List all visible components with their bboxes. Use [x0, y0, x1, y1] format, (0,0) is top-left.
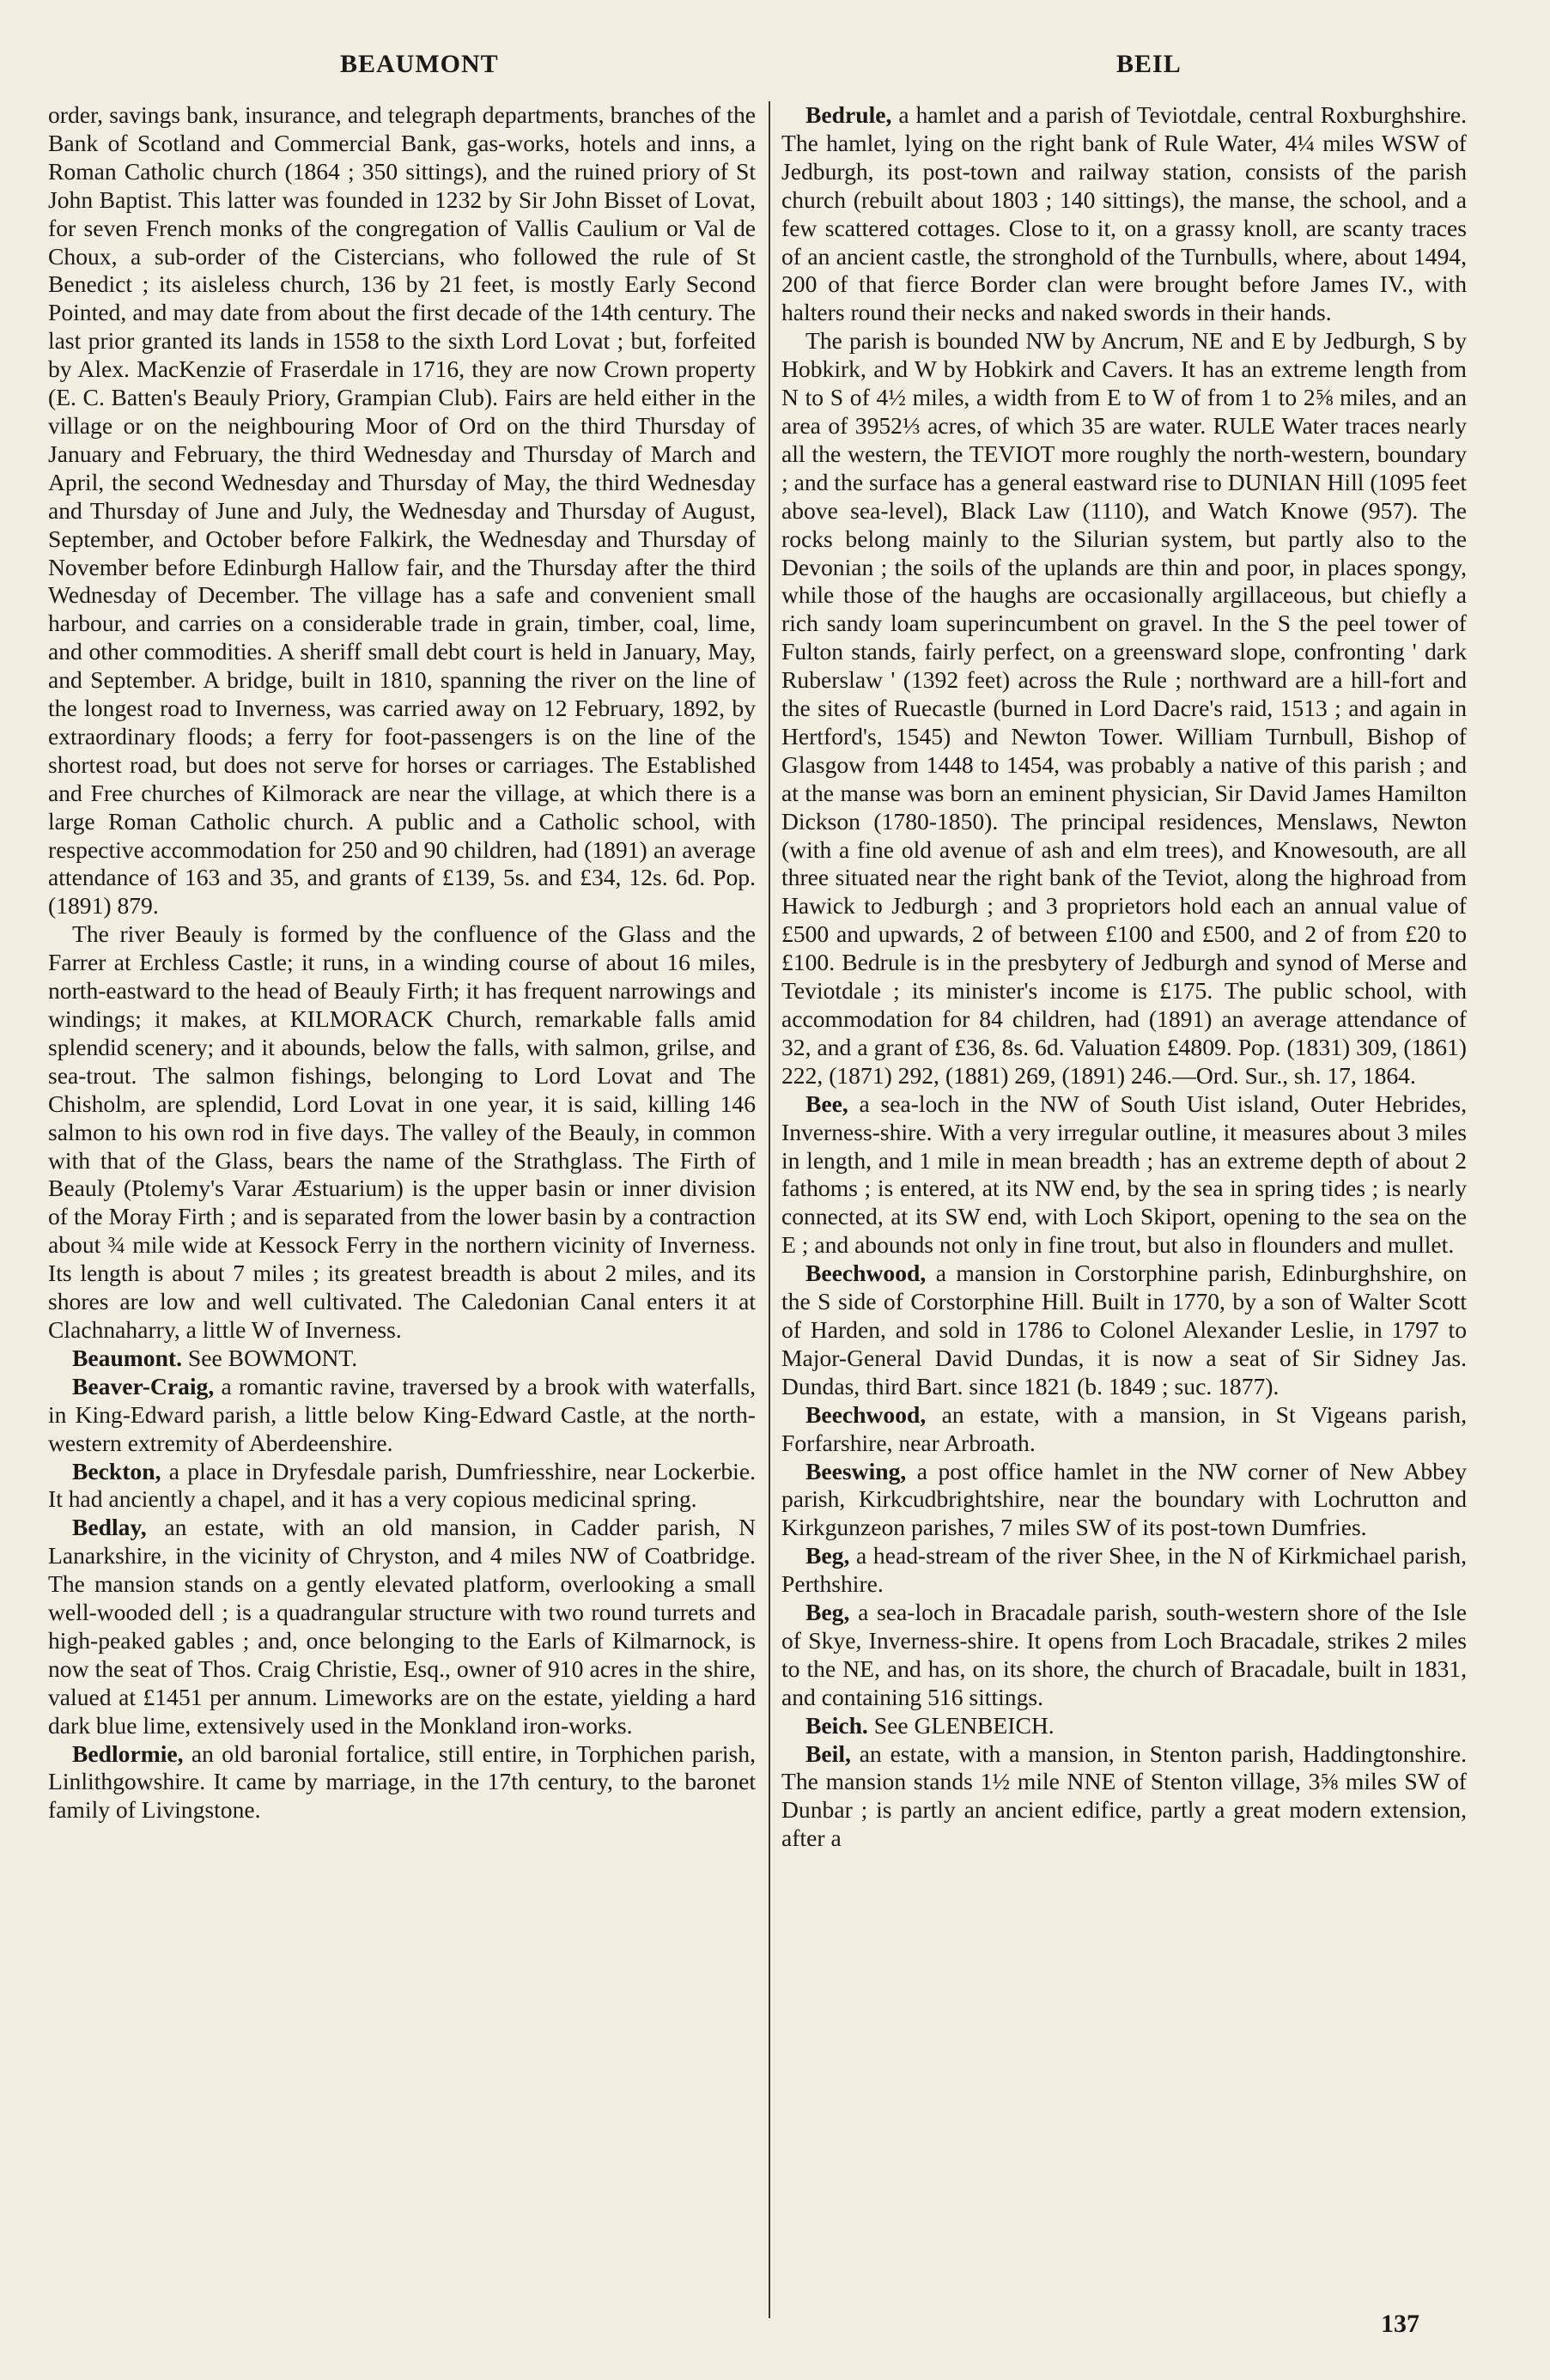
page-number: 137 [1381, 2310, 1419, 2338]
column-divider [769, 101, 770, 2318]
left-column [48, 101, 756, 1824]
entry-text: See GLENBEICH. [873, 1711, 1055, 1739]
entry-text: a place in Dryfesdale parish, Dumfriesshire, near Lockerbie. It had anciently a chapel, and it has a very copious medicinal spring. [48, 1457, 756, 1513]
entry-headword: Bedlormie, [72, 1739, 184, 1767]
entry-text: a hamlet and a parish of Teviotdale, central Roxburghshire. The hamlet, lying on the right bank of Rule Water, 4¼ miles WSW of Jedburgh, its post-town and railway station, consists of the parish church (rebuilt about 1803 ; 140 sittings), the manse, the school, and a few scattered cottages. Close to it, on a grassy knoll, are scanty traces of an ancient castle, the stronghold of the Turnbulls, where, about 1494, 200 of that fierce Border clan were brought before James IV., with halters round their necks and naked swords in their hands. [781, 101, 1467, 326]
entry-text: The river Beauly is formed by the confluence of the Glass and the Farrer at Erchless Castle; it runs, in a winding course of about 16 miles, north-eastward to the head of Beauly Firth; it has frequent narrowings and windings; it makes, at KILMORACK Church, remarkable falls amid splendid scenery; and it abounds, below the falls, with salmon, grilse, and sea-trout. The salmon fishings, belonging to Lord Lovat and The Chisholm, are splendid, Lord Lovat in one year, it is said, killing 146 salmon to his own rod in five days. The valley of the Beauly, in common with that of the Glass, bears the name of the Strathglass. The Firth of Beauly (Ptolemy's Varar Æstuarium) is the upper basin or inner division of the Moray Firth ; and is separated from the lower basin by a contraction about ¾ mile wide at Kessock Ferry in the northern vicinity of Inverness. Its length is about 7 miles ; its greatest breadth is about 2 miles, and its shores are low and well cultivated. The Caledonian Canal enters it at Clachnaharry, a little W of Inverness. [48, 920, 756, 1343]
paragraph [781, 327, 1467, 1090]
gazetteer-entry [781, 1401, 1467, 1458]
entry-headword: Bedlay, [72, 1514, 147, 1541]
running-header-left: BEAUMONT [340, 50, 499, 78]
entry-text: See BOWMONT. [187, 1344, 358, 1371]
right-column [781, 101, 1467, 1853]
gazetteer-entry [781, 1542, 1467, 1599]
gazetteer-entry [781, 1712, 1467, 1740]
gazetteer-entry [48, 1373, 756, 1458]
entry-text: an estate, with a mansion, in Stenton parish, Haddingtonshire. The mansion stands 1½ mile NNE of Stenton village, 3⅝ miles SW of Dunbar ; is partly an ancient edifice, partly a great modern extension, after a [781, 1739, 1467, 1852]
gazetteer-entry [48, 1740, 756, 1825]
gazetteer-entry [48, 1345, 756, 1373]
entry-text: an estate, with a mansion, in St Vigeans parish, Forfarshire, near Arbroath. [781, 1400, 1467, 1456]
entry-headword: Beaumont. [72, 1344, 183, 1371]
entry-text: a post office hamlet in the NW corner of New Abbey parish, Kirkcudbrightshire, near the boundary with Lochrutton and Kirkgunzeon parishes, 7 miles SW of its post-town Dumfries. [781, 1457, 1467, 1541]
entry-headword: Beechwood, [805, 1260, 927, 1287]
entry-headword: Beckton, [72, 1457, 161, 1484]
gazetteer-entry [781, 1260, 1467, 1401]
gazetteer-entry [781, 1090, 1467, 1260]
entry-headword: Bee, [805, 1090, 848, 1117]
paragraph [48, 920, 756, 1345]
gazetteer-entry [48, 1514, 756, 1739]
entry-text: a mansion in Corstorphine parish, Edinburghshire, on the S side of Corstorphine Hill. Built in 1770, by a son of Walter Scott of Harden, and sold in 1786 to Colonel Alexander Leslie, in 1797 to Major-General David Dundas, it is now a seat of Sir Sidney Jas. Dundas, third Bart. since 1821 (b. 1849 ; suc. 1877). [781, 1260, 1468, 1399]
entry-headword: Beg, [805, 1599, 850, 1626]
gazetteer-entry [48, 1458, 756, 1515]
entry-text: a romantic ravine, traversed by a brook with waterfalls, in King-Edward parish, a little below King-Edward Castle, at the north-western extremity of Aberdeenshire. [48, 1372, 756, 1456]
running-header-right: BEIL [1116, 50, 1182, 78]
entry-headword: Bedrule, [805, 101, 892, 128]
gazetteer-entry [781, 1458, 1467, 1543]
entry-headword: Beaver-Craig, [72, 1372, 215, 1399]
paragraph-continued [48, 101, 756, 920]
entry-text: a sea-loch in Bracadale parish, south-western shore of the Isle of Skye, Inverness-shire. It opens from Loch Bracadale, strikes 2 miles to the NE, and has, on its shore, the church of Bracadale, built in 1831, and containing 516 sittings. [781, 1599, 1467, 1710]
entry-text: an old baronial fortalice, still entire, in Torphichen parish, Linlithgowshire. It came by marriage, in the 17th century, to the baronet family of Livingstone. [48, 1739, 756, 1824]
entry-text: a sea-loch in the NW of South Uist island, Outer Hebrides, Inverness-shire. With a very irregular outline, it measures about 3 miles in length, and 1 mile in mean breadth ; has an extreme depth of about 2 fathoms ; is entered, at its NW end, by the sea in spring tides ; is nearly connected, at its SW end, with Loch Skiport, opening to the sea on the E ; and abounds not only in fine trout, but also in flounders and mullet. [781, 1090, 1467, 1259]
entry-headword: Beeswing, [805, 1457, 907, 1484]
entry-headword: Beechwood, [805, 1400, 927, 1428]
entry-text: The parish is bounded NW by Ancrum, NE and E by Jedburgh, S by Hobkirk, and W by Hobkirk and Cavers. It has an extreme length from N to S of 4½ miles, a width from E to W of from 1 to 2⅝ miles, and an area of 3952⅓ acres, of which 35 are water. RULE Water traces nearly all the western, the TEVIOT more roughly the north-western, boundary ; and the surface has a general eastward rise to DUNIAN Hill (1095 feet above sea-level), Black Law (1110), and Watch Knowe (957). The rocks belong mainly to the Silurian system, but partly also to the Devonian ; the soils of the uplands are thin and poor, in places spongy, while those of the haughs are occasionally argillaceous, but chiefly a rich sandy loam superincumbent on gravel. In the S the peel tower of Fulton stands, fairly perfect, on a greensward slope, confronting ' dark Ruberslaw ' (1392 feet) across the Rule ; northward are a hill-fort and the sites of Ruecastle (burned in Lord Dacre's raid, 1513 ; and again in Hertford's, 1545) and Newton Tower. William Turnbull, Bishop of Glasgow from 1448 to 1454, was probably a native of this parish ; and at the manse was born an eminent physician, Sir David James Hamilton Dickson (1780-1850). The principal residences, Menslaws, Newton (with a fine old avenue of ash and elm trees), and Knowesouth, are all three situated near the right bank of the Teviot, along the highroad from Hawick to Jedburgh ; and 3 proprietors hold each an annual value of £500 and upwards, 2 of between £100 and £500, and 2 of from £20 to £100. Bedrule is in the presbytery of Jedburgh and synod of Merse and Teviotdale ; its minister's income is £175. The public school, with accommodation for 84 children, had (1891) an average attendance of 32, and a grant of £36, 8s. 6d. Valuation £4809. Pop. (1831) 309, (1861) 222, (1871) 292, (1881) 269, (1891) 246.—Ord. Sur., sh. 17, 1864. [781, 327, 1467, 1089]
entry-headword: Beg, [805, 1542, 850, 1569]
entry-text: an estate, with an old mansion, in Cadder parish, N Lanarkshire, in the vicinity of Chryston, and 4 miles NW of Coatbridge. The mansion stands on a gently elevated platform, overlooking a small well-wooded dell ; is a quadrangular structure with two round turrets and high-peaked gables ; and, once belonging to the Earls of Kilmarnock, is now the seat of Thos. Craig Christie, Esq., owner of 910 acres in the shire, valued at £1451 per annum. Limeworks are on the estate, yielding a hard dark blue lime, extensively used in the Monkland iron-works. [48, 1514, 756, 1739]
entry-text: order, savings bank, insurance, and telegraph departments, branches of the Bank of Scotland and Commercial Bank, gas-works, hotels and inns, a Roman Catholic church (1864 ; 350 sittings), and the ruined priory of St John Baptist. This latter was founded in 1232 by Sir John Bisset of Lovat, for seven French monks of the congregation of Vallis Caulium or Val de Choux, a sub-order of the Cistercians, who followed the rule of St Benedict ; its aisleless church, 136 by 21 feet, is mostly Early Second Pointed, and may date from about the first decade of the 14th century. The last prior granted its lands in 1558 to the sixth Lord Lovat ; but, forfeited by Alex. MacKenzie of Fraserdale in 1716, they are now Crown property (E. C. Batten's Beauly Priory, Grampian Club). Fairs are held either in the village or on the neighbouring Moor of Ord on the third Thursday of January and February, the third Wednesday and Thursday of March and April, the second Wednesday and Thursday of May, the third Wednesday and Thursday of June and July, the Wednesday and Thursday of August, September, and October before Falkirk, the Wednesday and Thursday of November before Edinburgh Hallow fair, and the Thursday after the third Wednesday of December. The village has a safe and convenient small harbour, and carries on a considerable trade in grain, timber, coal, lime, and other commodities. A sheriff small debt court is held in January, May, and September. A bridge, built in 1810, spanning the river on the line of the longest road to Inverness, was carried away on 12 February, 1892, by extraordinary floods; a ferry for foot-passengers is on the line of the shortest road, but does not serve for horses or carriages. The Established and Free churches of Kilmorack are near the village, at which there is a large Roman Catholic church. A public and a Catholic school, with respective accommodation for 250 and 90 children, had (1891) an average attendance of 163 and 35, and grants of £139, 5s. and £34, 12s. 6d. Pop. (1891) 879. [48, 101, 756, 920]
entry-headword: Beich. [805, 1711, 868, 1739]
entry-headword: Beil, [805, 1739, 851, 1767]
entry-text: a head-stream of the river Shee, in the N of Kirkmichael parish, Perthshire. [781, 1542, 1467, 1598]
gazetteer-entry [781, 1740, 1467, 1854]
gazetteer-entry [781, 101, 1467, 327]
gazetteer-entry [781, 1599, 1467, 1712]
